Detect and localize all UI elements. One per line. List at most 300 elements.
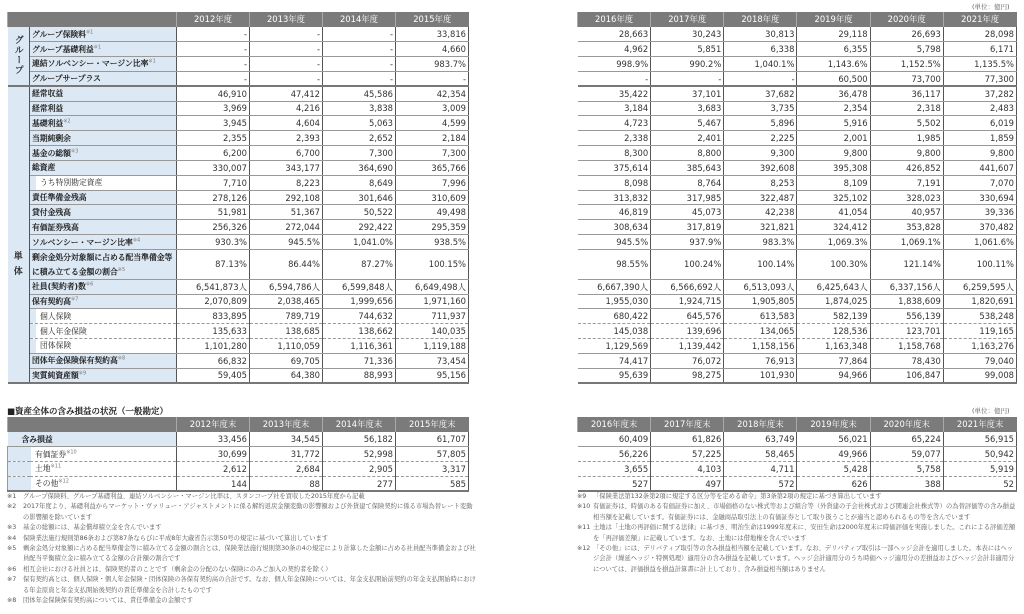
header-blank bbox=[8, 12, 177, 27]
footnote-ref: ※6 bbox=[85, 281, 94, 288]
value-cell: 58,465 bbox=[724, 447, 797, 462]
value-cell: 1,905,805 bbox=[724, 294, 797, 309]
value-cell: 3,735 bbox=[724, 101, 797, 116]
value-cell: 5,916 bbox=[797, 116, 870, 131]
footnote-marker: ※8 bbox=[7, 597, 17, 605]
value-cell: 2,684 bbox=[250, 462, 323, 477]
footnote-text: 相互会社における社員とは、保険契約者のことです（剰余金の分配のない保険にのみご加入の契約者を除く） bbox=[23, 565, 332, 573]
value-cell: 1,874,025 bbox=[797, 294, 870, 309]
value-cell: 30,243 bbox=[651, 27, 724, 42]
table-row bbox=[578, 57, 1017, 72]
value-cell: 77,300 bbox=[943, 71, 1016, 86]
value-cell: 2,184 bbox=[396, 131, 469, 146]
value-cell: 364,690 bbox=[323, 160, 396, 175]
table-row bbox=[578, 131, 1017, 146]
value-cell: 945.5% bbox=[578, 235, 651, 250]
row-label bbox=[8, 462, 177, 477]
value-cell: 1,069.3% bbox=[797, 235, 870, 250]
footnote-text: 保険業法施行規則第86条および第87条ならびに平成8年大蔵省告示第50号の規定に基づいて算出しています bbox=[23, 534, 329, 542]
value-cell: 5,467 bbox=[651, 116, 724, 131]
table-row bbox=[8, 339, 469, 354]
footnote-text: 「保険業法第132条第2項に規定する区分等を定める命令」第3条第2項の規定に基づき算出しています bbox=[593, 493, 882, 500]
row-label bbox=[30, 205, 177, 220]
table-row bbox=[578, 294, 1017, 309]
value-cell: 8,649 bbox=[323, 175, 396, 190]
table-row bbox=[578, 279, 1017, 294]
value-cell: 88 bbox=[250, 476, 323, 491]
footnote-ref: ※1 bbox=[148, 58, 156, 65]
row-label bbox=[30, 250, 177, 280]
value-cell: 50,942 bbox=[943, 447, 1016, 462]
value-cell: 8,109 bbox=[797, 175, 870, 190]
footnote-text: 保有契約高とは、個人保険・個人年金保険・団体保険の各保有契約高の合計です。なお、個人年金保険については、年金支払開始前契約の年金支払開始時における年金原資と年金支払開始後契約の責任準備金を合計したものです bbox=[23, 576, 476, 594]
row-label bbox=[30, 57, 177, 72]
value-cell: 63,749 bbox=[724, 432, 797, 447]
value-cell: 8,098 bbox=[578, 175, 651, 190]
table-row bbox=[578, 476, 1017, 491]
year-header: 2018年度末 bbox=[724, 417, 797, 432]
value-cell: 138,685 bbox=[250, 324, 323, 339]
year-header: 2018年度 bbox=[724, 12, 797, 27]
value-cell: 2,070,809 bbox=[177, 294, 250, 309]
value-cell: 74,417 bbox=[578, 353, 651, 368]
value-cell: 6,566,692人 bbox=[651, 279, 724, 294]
value-cell: 426,852 bbox=[870, 160, 943, 175]
value-cell: - bbox=[250, 57, 323, 72]
row-label-text: うち特別勘定資産 bbox=[40, 178, 103, 188]
value-cell: 5,758 bbox=[870, 462, 943, 477]
value-cell: 538,248 bbox=[943, 309, 1016, 324]
value-cell: 1,041.0% bbox=[323, 235, 396, 250]
value-cell: 51,981 bbox=[177, 205, 250, 220]
footnote-marker: ※9 bbox=[577, 493, 587, 500]
value-cell: 46,910 bbox=[177, 86, 250, 101]
value-cell: 5,428 bbox=[797, 462, 870, 477]
value-cell: 52 bbox=[943, 476, 1016, 491]
value-cell: 79,040 bbox=[943, 353, 1016, 368]
value-cell: 41,054 bbox=[797, 205, 870, 220]
value-cell: - bbox=[396, 71, 469, 86]
footnote-marker: ※6 bbox=[7, 565, 17, 573]
table-row bbox=[8, 27, 469, 42]
footnote-text: 基金の総額には、基金償却積立金を含んでいます bbox=[23, 524, 162, 532]
value-cell: 1,119,188 bbox=[396, 339, 469, 354]
value-cell: 556,139 bbox=[870, 309, 943, 324]
value-cell: 7,300 bbox=[396, 146, 469, 161]
value-cell: 87.13% bbox=[177, 250, 250, 280]
row-label-text: グループサープラス bbox=[32, 74, 101, 84]
value-cell: 5,063 bbox=[323, 116, 396, 131]
value-cell: 30,699 bbox=[177, 447, 250, 462]
value-cell: 325,102 bbox=[797, 190, 870, 205]
value-cell: 6,171 bbox=[943, 42, 1016, 57]
value-cell: 6,355 bbox=[797, 42, 870, 57]
value-cell: 40,957 bbox=[870, 205, 943, 220]
value-cell: 119,165 bbox=[943, 324, 1016, 339]
value-cell: - bbox=[651, 71, 724, 86]
value-cell: 42,354 bbox=[396, 86, 469, 101]
value-cell: 1,163,276 bbox=[943, 339, 1016, 354]
row-label bbox=[30, 353, 177, 368]
value-cell: - bbox=[724, 71, 797, 86]
value-cell: 2,401 bbox=[651, 131, 724, 146]
value-cell: 321,821 bbox=[724, 220, 797, 235]
value-cell: 6,337,156人 bbox=[870, 279, 943, 294]
year-header: 2021年度 bbox=[943, 12, 1016, 27]
value-cell: 8,300 bbox=[578, 146, 651, 161]
year-header: 2020年度末 bbox=[870, 417, 943, 432]
value-cell: 2,652 bbox=[323, 131, 396, 146]
value-cell: - bbox=[177, 71, 250, 86]
table-row bbox=[578, 339, 1017, 354]
value-cell: 60,409 bbox=[578, 432, 651, 447]
footnote-marker: ※1 bbox=[7, 493, 17, 500]
table-row bbox=[8, 432, 469, 447]
value-cell: - bbox=[323, 27, 396, 42]
table-row bbox=[578, 71, 1017, 86]
value-cell: 1,971,160 bbox=[396, 294, 469, 309]
value-cell: 1,158,768 bbox=[870, 339, 943, 354]
value-cell: 990.2% bbox=[651, 57, 724, 72]
row-label-text: 団体保険 bbox=[40, 341, 72, 351]
value-cell: 1,139,442 bbox=[651, 339, 724, 354]
value-cell: 52,998 bbox=[323, 447, 396, 462]
value-cell: 6,700 bbox=[250, 146, 323, 161]
value-cell: 4,604 bbox=[250, 116, 323, 131]
row-label bbox=[30, 294, 177, 309]
value-cell: 3,969 bbox=[177, 101, 250, 116]
group-section-label bbox=[8, 27, 30, 86]
row-label-text: 個人年金保険 bbox=[40, 326, 87, 336]
value-cell: 49,498 bbox=[396, 205, 469, 220]
value-cell: 582,139 bbox=[797, 309, 870, 324]
table-row bbox=[8, 368, 469, 383]
year-header: 2012年度末 bbox=[177, 417, 250, 432]
value-cell: 983.7% bbox=[396, 57, 469, 72]
value-cell: 1,158,156 bbox=[724, 339, 797, 354]
value-cell: 50,522 bbox=[323, 205, 396, 220]
single-label-2: 体 bbox=[13, 266, 23, 277]
value-cell: 49,966 bbox=[797, 447, 870, 462]
table-row bbox=[8, 86, 469, 101]
table-row bbox=[8, 279, 469, 294]
value-cell: 95,639 bbox=[578, 368, 651, 383]
table-row bbox=[578, 146, 1017, 161]
value-cell: 36,117 bbox=[870, 86, 943, 101]
value-cell: 938.5% bbox=[396, 235, 469, 250]
value-cell: 7,191 bbox=[870, 175, 943, 190]
row-label bbox=[30, 86, 177, 101]
value-cell: 1,820,691 bbox=[943, 294, 1016, 309]
footnotes-right bbox=[577, 492, 1017, 575]
value-cell: 5,896 bbox=[724, 116, 797, 131]
value-cell: 324,412 bbox=[797, 220, 870, 235]
footnotes-left bbox=[7, 492, 477, 606]
value-cell: 35,422 bbox=[578, 86, 651, 101]
header-blank bbox=[8, 417, 177, 432]
footnote-marker: ※7 bbox=[7, 576, 17, 584]
footnote-ref: ※8 bbox=[117, 355, 126, 362]
value-cell: 256,326 bbox=[177, 220, 250, 235]
table-row bbox=[578, 205, 1017, 220]
value-cell: - bbox=[250, 71, 323, 86]
value-cell: 388 bbox=[870, 476, 943, 491]
value-cell: 140,035 bbox=[396, 324, 469, 339]
table-row bbox=[578, 250, 1017, 280]
value-cell: 4,103 bbox=[651, 462, 724, 477]
single-section-label bbox=[8, 86, 30, 383]
year-header: 2015年度 bbox=[396, 12, 469, 27]
value-cell: 9,800 bbox=[870, 146, 943, 161]
value-cell: 6,594,786人 bbox=[250, 279, 323, 294]
row-label-text: 団体年金保険保有契約高 bbox=[32, 356, 118, 366]
value-cell: 277 bbox=[323, 476, 396, 491]
footnote bbox=[7, 492, 477, 502]
table-row bbox=[578, 353, 1017, 368]
table-row bbox=[8, 57, 469, 72]
value-cell: 308,634 bbox=[578, 220, 651, 235]
row-label bbox=[30, 279, 177, 294]
value-cell: 56,915 bbox=[943, 432, 1016, 447]
footnote bbox=[577, 523, 1017, 544]
value-cell: 317,985 bbox=[651, 190, 724, 205]
table-row bbox=[578, 42, 1017, 57]
value-cell: 1,859 bbox=[943, 131, 1016, 146]
single-label-1: 単 bbox=[13, 251, 23, 262]
footnote-marker: ※11 bbox=[577, 524, 591, 532]
value-cell: 77,864 bbox=[797, 353, 870, 368]
row-label-text: 土地 bbox=[35, 464, 51, 474]
value-cell: 145,038 bbox=[578, 324, 651, 339]
value-cell: 2,355 bbox=[177, 131, 250, 146]
value-cell: 100.15% bbox=[396, 250, 469, 280]
value-cell: 56,226 bbox=[578, 447, 651, 462]
value-cell: 69,705 bbox=[250, 353, 323, 368]
value-cell: 645,576 bbox=[651, 309, 724, 324]
value-cell: 98.55% bbox=[578, 250, 651, 280]
value-cell: - bbox=[250, 42, 323, 57]
value-cell: 33,456 bbox=[177, 432, 250, 447]
value-cell: 3,683 bbox=[651, 101, 724, 116]
value-cell: 59,077 bbox=[870, 447, 943, 462]
value-cell: 2,225 bbox=[724, 131, 797, 146]
value-cell: 46,819 bbox=[578, 205, 651, 220]
value-cell: 8,223 bbox=[250, 175, 323, 190]
value-cell: 139,696 bbox=[651, 324, 724, 339]
footnote bbox=[577, 544, 1017, 575]
value-cell: 295,359 bbox=[396, 220, 469, 235]
value-cell: - bbox=[177, 27, 250, 42]
table-row bbox=[578, 175, 1017, 190]
value-cell: 1,116,361 bbox=[323, 339, 396, 354]
year-header: 2014年度 bbox=[323, 12, 396, 27]
value-cell: 76,913 bbox=[724, 353, 797, 368]
row-label-text: その他 bbox=[35, 479, 59, 489]
value-cell: 9,800 bbox=[943, 146, 1016, 161]
value-cell: 34,545 bbox=[250, 432, 323, 447]
value-cell: 37,282 bbox=[943, 86, 1016, 101]
footnote bbox=[577, 502, 1017, 523]
value-cell: 94,966 bbox=[797, 368, 870, 383]
value-cell: 6,200 bbox=[177, 146, 250, 161]
table-row bbox=[8, 146, 469, 161]
value-cell: 441,607 bbox=[943, 160, 1016, 175]
table-row bbox=[578, 309, 1017, 324]
value-cell: - bbox=[323, 71, 396, 86]
table-row bbox=[8, 353, 469, 368]
table-row bbox=[8, 190, 469, 205]
value-cell: 330,694 bbox=[943, 190, 1016, 205]
row-label bbox=[30, 339, 177, 354]
value-cell: 3,655 bbox=[578, 462, 651, 477]
footnote bbox=[7, 502, 477, 523]
value-cell: 138,662 bbox=[323, 324, 396, 339]
header-row bbox=[8, 12, 469, 27]
value-cell: - bbox=[323, 42, 396, 57]
footnote bbox=[7, 534, 477, 544]
footnote bbox=[7, 565, 477, 575]
value-cell: 1,129,569 bbox=[578, 339, 651, 354]
value-cell: 1,924,715 bbox=[651, 294, 724, 309]
value-cell: 78,430 bbox=[870, 353, 943, 368]
value-cell: 2,038,465 bbox=[250, 294, 323, 309]
value-cell: 6,649,498人 bbox=[396, 279, 469, 294]
value-cell: 385,643 bbox=[651, 160, 724, 175]
footnote-text: 「その他」には、デリバティブ取引等の含み損益相当額を記載しています。なお、デリバティブ取引は一部ヘッジ会計を適用しました。本表にはヘッジ会計（繰延ヘッジ・特例処理）適用分の含み損益を記載しています。ヘッジ会計適用分のうち時価ヘッジ適用分の差損益およびヘッジ会計非適用分については、評価損益を損益計算書に計上しており、含み損益相当額はありません bbox=[593, 545, 1015, 573]
value-cell: 56,021 bbox=[797, 432, 870, 447]
row-label-text: 社員(契約者)数 bbox=[32, 282, 86, 292]
year-header: 2019年度 bbox=[797, 12, 870, 27]
value-cell: 42,238 bbox=[724, 205, 797, 220]
value-cell: 56,182 bbox=[323, 432, 396, 447]
row-label bbox=[30, 220, 177, 235]
value-cell: 1,110,059 bbox=[250, 339, 323, 354]
value-cell: 61,707 bbox=[396, 432, 469, 447]
value-cell: 6,513,093人 bbox=[724, 279, 797, 294]
value-cell: 626 bbox=[797, 476, 870, 491]
year-header: 2020年度 bbox=[870, 12, 943, 27]
row-label-text: ソルベンシー・マージン比率 bbox=[32, 237, 133, 247]
table-row bbox=[578, 101, 1017, 116]
header-row bbox=[578, 12, 1017, 27]
row-label-text: 実質純資産額 bbox=[32, 370, 79, 380]
value-cell: 134,065 bbox=[724, 324, 797, 339]
value-cell: 6,599,848人 bbox=[323, 279, 396, 294]
value-cell: 292,108 bbox=[250, 190, 323, 205]
table-row bbox=[8, 476, 469, 491]
value-cell: 680,422 bbox=[578, 309, 651, 324]
value-cell: 64,380 bbox=[250, 368, 323, 383]
value-cell: 73,700 bbox=[870, 71, 943, 86]
value-cell: 4,216 bbox=[250, 101, 323, 116]
value-cell: 106,847 bbox=[870, 368, 943, 383]
value-cell: 1,135.5% bbox=[943, 57, 1016, 72]
footnote-marker: ※12 bbox=[577, 545, 591, 553]
value-cell: 1,999,656 bbox=[323, 294, 396, 309]
row-label-text: 有価証券 bbox=[35, 449, 67, 459]
value-cell: 2,483 bbox=[943, 101, 1016, 116]
value-cell: 8,764 bbox=[651, 175, 724, 190]
row-label bbox=[30, 190, 177, 205]
value-cell: 7,070 bbox=[943, 175, 1016, 190]
row-label-text: 総資産 bbox=[32, 163, 56, 173]
row-label-text: 貸付金残高 bbox=[32, 207, 71, 217]
footnote-ref: ※3 bbox=[70, 147, 79, 154]
value-cell: 3,184 bbox=[578, 101, 651, 116]
footnote-ref: ※7 bbox=[70, 296, 79, 303]
value-cell: 272,044 bbox=[250, 220, 323, 235]
value-cell: 1,061.6% bbox=[943, 235, 1016, 250]
table-row bbox=[578, 235, 1017, 250]
footnote-marker: ※2 bbox=[7, 503, 17, 511]
table-row bbox=[8, 101, 469, 116]
value-cell: 1,955,030 bbox=[578, 294, 651, 309]
value-cell: 2,612 bbox=[177, 462, 250, 477]
value-cell: 29,118 bbox=[797, 27, 870, 42]
footnote bbox=[7, 575, 477, 596]
value-cell: 4,711 bbox=[724, 462, 797, 477]
row-label bbox=[30, 235, 177, 250]
value-cell: 2,393 bbox=[250, 131, 323, 146]
value-cell: 5,798 bbox=[870, 42, 943, 57]
row-label-text: グループ保険料 bbox=[32, 29, 86, 39]
row-label bbox=[30, 101, 177, 116]
footnote-text: 有価証券は、時価のある有価証券に加え、市場価格のない株式等および組合等（外貨建の子会社株式および関連会社株式等）の為替評価等の含み損益相当額を記載しています。有価証券には、金融商品取引法上の有価証券として取り扱うことが適当と認められるもの等を含んでいます bbox=[593, 503, 1016, 521]
table-row bbox=[578, 160, 1017, 175]
table-row bbox=[578, 368, 1017, 383]
footnote-marker: ※5 bbox=[7, 545, 17, 553]
row-label-text: 個人保険 bbox=[40, 311, 72, 321]
value-cell: 3,945 bbox=[177, 116, 250, 131]
value-cell: 833,895 bbox=[177, 309, 250, 324]
unit-label: (単位：億円) bbox=[972, 3, 1010, 11]
footnote-text: 剰余金処分対象額に占める配当準備金等に積み立てる金額の割合とは、保険業法施行規則第30条の4の規定により計算した金額に占める社員配当準備金および社員配当平衡積立金に積み立てる金額の合計額の割合です bbox=[23, 545, 476, 563]
value-cell: 328,023 bbox=[870, 190, 943, 205]
year-header: 2021年度末 bbox=[943, 417, 1016, 432]
year-header: 2013年度末 bbox=[250, 417, 323, 432]
value-cell: 7,710 bbox=[177, 175, 250, 190]
value-cell: 1,163,348 bbox=[797, 339, 870, 354]
value-cell: 370,482 bbox=[943, 220, 1016, 235]
value-cell: 3,838 bbox=[323, 101, 396, 116]
value-cell: 1,143.6% bbox=[797, 57, 870, 72]
footnote-ref: ※5 bbox=[117, 266, 126, 273]
value-cell: 4,723 bbox=[578, 116, 651, 131]
value-cell: 945.5% bbox=[250, 235, 323, 250]
row-label-text: 剰余金処分対象額に占める配当準備金等に積み立てる金額の割合 bbox=[32, 252, 173, 277]
footnote-ref: ※1 bbox=[85, 28, 94, 35]
table-row bbox=[578, 190, 1017, 205]
table-row bbox=[578, 220, 1017, 235]
value-cell: 392,608 bbox=[724, 160, 797, 175]
row-label-text: 有価証券残高 bbox=[32, 222, 79, 232]
value-cell: 2,318 bbox=[870, 101, 943, 116]
table-row bbox=[8, 309, 469, 324]
row-label-text: 経常利益 bbox=[32, 103, 64, 113]
value-cell: 57,225 bbox=[651, 447, 724, 462]
year-header: 2016年度末 bbox=[578, 417, 651, 432]
value-cell: 101,930 bbox=[724, 368, 797, 383]
value-cell: 57,805 bbox=[396, 447, 469, 462]
value-cell: 37,682 bbox=[724, 86, 797, 101]
value-cell: 1,152.5% bbox=[870, 57, 943, 72]
footnote-text: 土地は「土地の再評価に関する法律」に基づき、明治生命は1999年度末に、安田生命は2000年度末に時価評価を実施しました。これによる評価差額を「再評価差額」に記載しています。なお、土地には借地権を含んでいます bbox=[593, 524, 1016, 542]
year-header: 2015年度末 bbox=[396, 417, 469, 432]
value-cell: 789,719 bbox=[250, 309, 323, 324]
gain-table-left bbox=[7, 417, 469, 492]
value-cell: 5,502 bbox=[870, 116, 943, 131]
value-cell: 301,646 bbox=[323, 190, 396, 205]
